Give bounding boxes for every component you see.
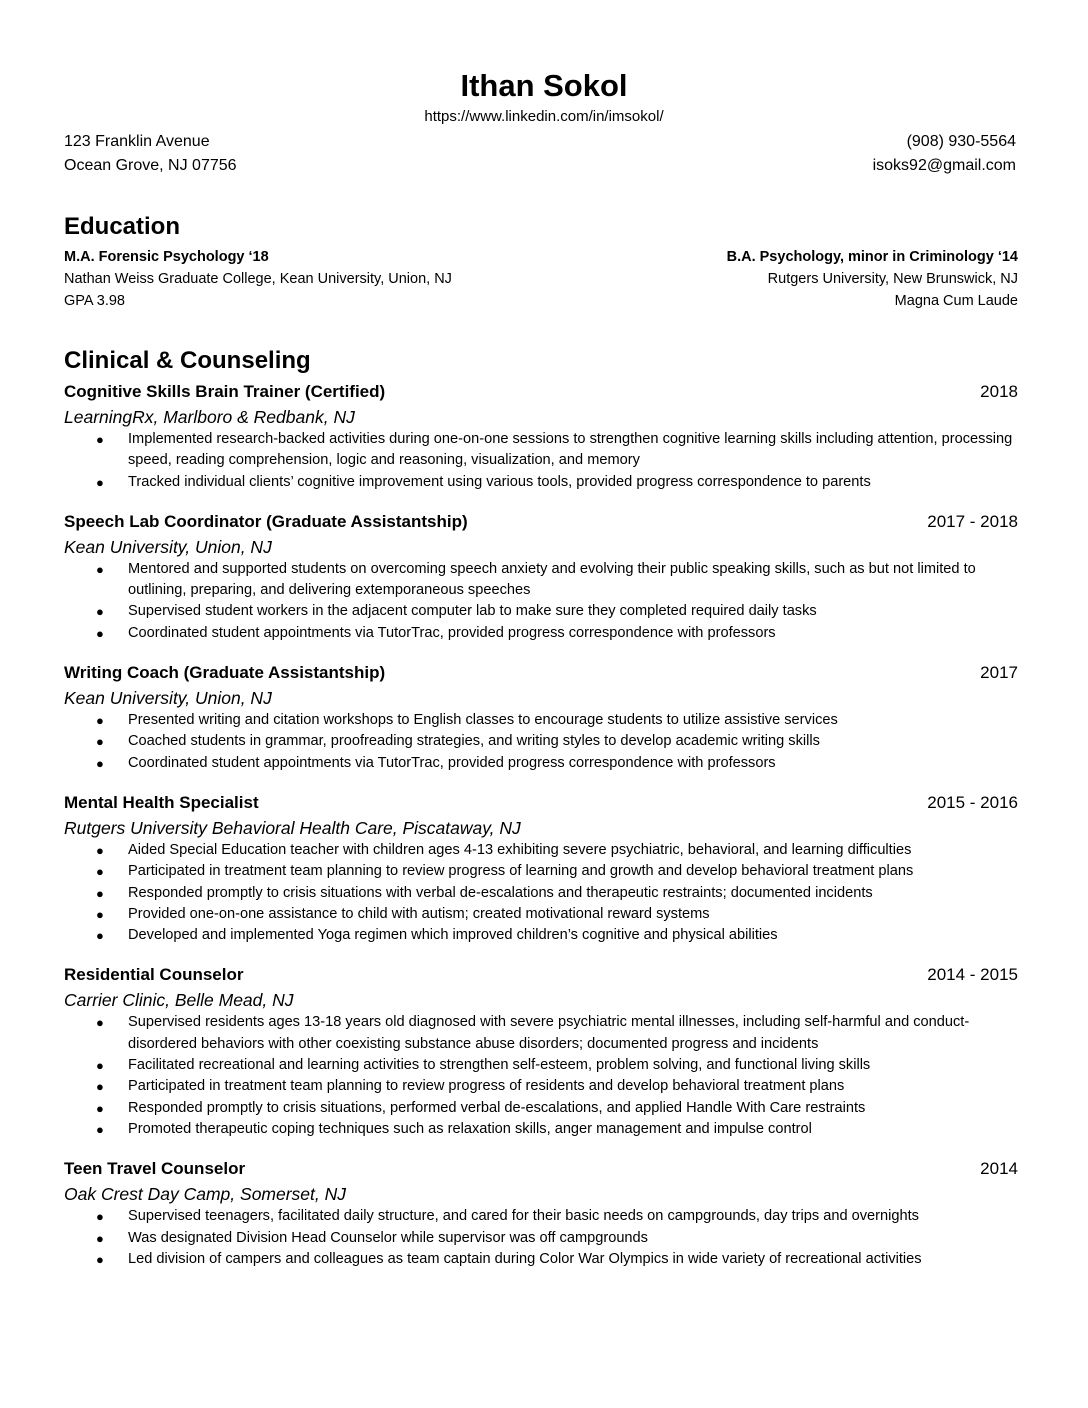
experience-heading: Clinical & Counseling	[64, 347, 311, 374]
bullet-dot-icon: ●	[96, 1209, 104, 1225]
address-line-2: Ocean Grove, NJ 07756	[64, 157, 237, 174]
bullet-item	[64, 601, 1018, 622]
bullet-text: Developed and implemented Yoga regimen which improved children’s cognitive and physical abilities	[128, 927, 778, 944]
job-bullets	[64, 710, 1018, 774]
bullet-text: Presented writing and citation workshops to English classes to encourage students to utilize assistive services	[128, 712, 838, 729]
job-organization: Oak Crest Day Camp, Somerset, NJ	[64, 1184, 347, 1205]
job-bullets	[64, 1206, 1018, 1270]
job-date: 2017	[980, 663, 1018, 683]
job-bullets	[64, 429, 1018, 493]
email-address[interactable]: isoks92@gmail.com	[872, 157, 1016, 174]
education-heading: Education	[64, 213, 181, 240]
job-organization: LearningRx, Marlboro & Redbank, NJ	[64, 407, 355, 427]
candidate-name: Ithan Sokol	[460, 68, 628, 103]
bullet-text: Participated in treatment team planning to review progress of learning and growth and develop behavioral treatment plans	[128, 863, 914, 880]
bullet-text: Tracked individual clients’ cognitive improvement using various tools, provided progress correspondence to parents	[128, 473, 871, 490]
job-title: Residential Counselor	[64, 965, 244, 985]
bullet-item	[64, 1076, 1018, 1097]
bullet-dot-icon: ●	[96, 864, 104, 880]
bullet-dot-icon: ●	[96, 561, 104, 577]
job-date: 2014	[980, 1159, 1018, 1179]
bullet-text: Coordinated student appointments via TutorTrac, provided progress correspondence with professors	[128, 624, 776, 641]
bullet-text: Coached students in grammar, proofreading strategies, and writing styles to develop academic writing skills	[128, 733, 820, 750]
bullet-dot-icon: ●	[96, 432, 104, 447]
bullet-text: Supervised residents ages 13-18 years old diagnosed with severe psychiatric mental illnesses, including self-harmful and conduct-disordered behaviors with other coexisting substance abuse disorders; documented progress and incidents	[128, 1014, 970, 1052]
bullet-text: Participated in treatment team planning to review progress of residents and develop behavioral treatment plans	[128, 1078, 845, 1095]
linkedin-url[interactable]: https://www.linkedin.com/in/imsokol/	[424, 108, 664, 125]
job-header	[64, 1155, 1018, 1182]
masters-degree: M.A. Forensic Psychology ‘18	[64, 249, 269, 265]
bullet-item	[64, 1012, 1018, 1055]
phone-number: (908) 930-5564	[906, 133, 1016, 150]
job-organization: Kean University, Union, NJ	[64, 688, 272, 709]
job-header	[64, 961, 1018, 988]
bullet-item	[64, 1119, 1018, 1140]
bullet-text: Was designated Division Head Counselor while supervisor was off campgrounds	[128, 1229, 648, 1246]
job-header	[64, 508, 1018, 535]
contact-block	[873, 130, 1016, 178]
job-title: Speech Lab Coordinator (Graduate Assistantship)	[64, 511, 468, 531]
bullet-dot-icon: ●	[96, 1015, 104, 1031]
bullet-dot-icon: ●	[96, 1079, 104, 1095]
bullet-dot-icon: ●	[96, 928, 104, 944]
job-title: Cognitive Skills Brain Trainer (Certified)	[64, 382, 386, 401]
job-entry	[64, 961, 1018, 1140]
bullet-dot-icon: ●	[96, 1251, 104, 1267]
bullet-item	[64, 559, 1018, 602]
bullet-text: Facilitated recreational and learning activities to strengthen self-esteem, problem solving, and functional living skills	[128, 1057, 871, 1074]
bullet-item	[64, 904, 1018, 925]
bullet-item	[64, 1098, 1018, 1119]
bachelors-degree: B.A. Psychology, minor in Criminology ‘14	[726, 249, 1018, 265]
job-header	[64, 789, 1018, 816]
bullet-item	[64, 753, 1018, 774]
job-bullets	[64, 1012, 1018, 1140]
bullet-text: Supervised student workers in the adjacent computer lab to make sure they completed required daily tasks	[128, 603, 817, 620]
bullet-item	[64, 883, 1018, 904]
bullet-item	[64, 472, 1018, 493]
job-bullets	[64, 840, 1018, 946]
bullet-item	[64, 840, 1018, 861]
bullet-text: Led division of campers and colleagues as team captain during Color War Olympics in wide variety of recreational activities	[128, 1250, 922, 1267]
masters-school: Nathan Weiss Graduate College, Kean University, Union, NJ	[64, 271, 452, 287]
job-title: Mental Health Specialist	[64, 792, 259, 812]
bachelors-honors: Magna Cum Laude	[894, 293, 1018, 309]
bullet-dot-icon: ●	[96, 885, 104, 901]
job-date: 2018	[980, 382, 1018, 401]
job-header	[64, 378, 1018, 405]
bullet-dot-icon: ●	[96, 842, 104, 858]
job-entry	[64, 1155, 1018, 1270]
bullet-dot-icon: ●	[96, 755, 104, 771]
bullet-dot-icon: ●	[96, 713, 104, 729]
bullet-dot-icon: ●	[96, 906, 104, 922]
job-organization: Carrier Clinic, Belle Mead, NJ	[64, 990, 294, 1011]
bullet-item	[64, 925, 1018, 946]
bullet-text: Implemented research-backed activities during one-on-one sessions to strengthen cognitive learning skills including attention, processing speed, reading comprehension, logic and reasoning, visualization, and memory	[128, 431, 1013, 469]
bullet-text: Provided one-on-one assistance to child with autism; created motivational reward systems	[128, 905, 710, 922]
bullet-item	[64, 710, 1018, 731]
bullet-item	[64, 1206, 1018, 1227]
job-entry	[64, 508, 1018, 644]
bachelors-school: Rutgers University, New Brunswick, NJ	[767, 271, 1018, 287]
job-title: Writing Coach (Graduate Assistantship)	[64, 663, 386, 683]
job-title: Teen Travel Counselor	[64, 1159, 246, 1179]
bullet-text: Promoted therapeutic coping techniques such as relaxation skills, anger management and impulse control	[128, 1120, 812, 1137]
job-date: 2017 - 2018	[927, 511, 1018, 531]
job-entry	[64, 789, 1018, 946]
experience-list	[64, 378, 1018, 1285]
bullet-dot-icon: ●	[96, 625, 104, 641]
bullet-text: Supervised teenagers, facilitated daily structure, and cared for their basic needs on campgrounds, day trips and overnights	[128, 1208, 919, 1225]
bullet-item	[64, 1228, 1018, 1249]
education-masters	[64, 246, 452, 312]
education-bachelors	[727, 246, 1018, 312]
address-block	[64, 130, 237, 178]
bullet-text: Responded promptly to crisis situations, performed verbal de-escalations, and applied Handle With Care restraints	[128, 1099, 866, 1116]
job-date: 2014 - 2015	[927, 965, 1018, 985]
bullet-text: Aided Special Education teacher with children ages 4-13 exhibiting severe psychiatric, behavioral, and learning difficulties	[128, 841, 912, 858]
bullet-item	[64, 1055, 1018, 1076]
bullet-dot-icon: ●	[96, 474, 104, 490]
masters-gpa: GPA 3.98	[64, 293, 125, 309]
bullet-item	[64, 731, 1018, 752]
bullet-dot-icon: ●	[96, 604, 104, 620]
job-entry	[64, 659, 1018, 774]
job-entry	[64, 378, 1018, 493]
bullet-text: Responded promptly to crisis situations with verbal de-escalations and therapeutic restraints; documented incidents	[128, 884, 873, 901]
job-organization: Kean University, Union, NJ	[64, 536, 272, 557]
job-bullets	[64, 559, 1018, 644]
address-line-1: 123 Franklin Avenue	[64, 133, 210, 150]
bullet-item	[64, 429, 1018, 472]
job-header	[64, 659, 1018, 686]
bullet-item	[64, 1249, 1018, 1270]
bullet-dot-icon: ●	[96, 1058, 104, 1074]
job-date: 2015 - 2016	[927, 792, 1018, 812]
bullet-item	[64, 623, 1018, 644]
bullet-item	[64, 861, 1018, 882]
bullet-text: Coordinated student appointments via TutorTrac, provided progress correspondence with professors	[128, 754, 776, 771]
bullet-dot-icon: ●	[96, 1100, 104, 1116]
bullet-dot-icon: ●	[96, 734, 104, 750]
job-organization: Rutgers University Behavioral Health Care, Piscataway, NJ	[64, 817, 521, 838]
bullet-dot-icon: ●	[96, 1230, 104, 1246]
bullet-dot-icon: ●	[96, 1121, 104, 1137]
bullet-text: Mentored and supported students on overcoming speech anxiety and evolving their public speaking skills, such as but not limited to outlining, preparing, and delivering extemporaneous speeches	[128, 560, 976, 599]
